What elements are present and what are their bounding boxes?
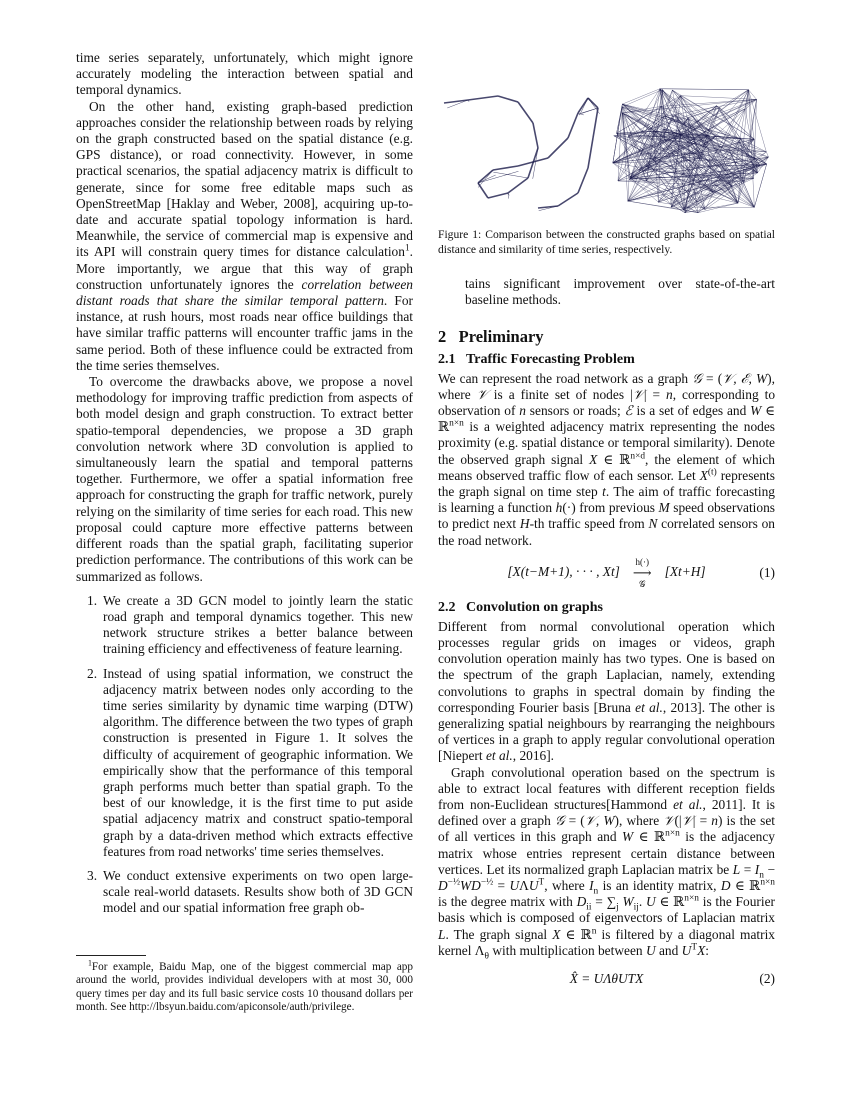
superscript: (t) xyxy=(707,467,717,478)
section-number: 2 xyxy=(438,326,447,346)
italic-text: 𝒱, ℰ, W xyxy=(722,370,768,386)
subsection-title: Traffic Forecasting Problem xyxy=(466,351,635,367)
subsection-heading-2 xyxy=(438,599,775,617)
text-run: To overcome the drawbacks above, we propose a novel methodology for improving traffic prediction from aspects of both model design and graph construction. To extract better spatio-temporal dependencies, we propose a 3D graph convolution network where 3D convolution is applied to simultaneously learn the spatial and temporal patterns together. Furthermore, we offer a spatial information free approach for constructing the graph for traffic network, purely relying on the similarity of time series for each road. This new proposal could capture more effective patterns between different roads than the spatial graph, facilitating superior prediction performance. The contributions of this work can be summarized as follows. xyxy=(76,374,413,584)
text-run: , 2013]. The other is generalizing spatial neighbours by rearranging the neighbours of vertices in a graph to apply regular convolutional operation [Niepert xyxy=(438,699,775,764)
italic-text: et al. xyxy=(485,748,513,764)
text-run: ∈ ℝ xyxy=(655,894,685,910)
superscript: −½ xyxy=(447,877,460,888)
subsection-number: 2.1 xyxy=(438,351,456,367)
text-run: is the Fourier basis which is composed of eigenvectors of Laplacian matrix xyxy=(438,894,775,926)
text-run: We create a 3D GCN model to jointly learn the static road graph and temporal dynamics together. This new network structure strikes a better balance between training efficiency and effectiveness of feature learning. xyxy=(103,592,413,657)
text-run: is a finite set of nodes | xyxy=(487,386,633,402)
text-run: is filtered by a diagonal matrix kernel Λ xyxy=(438,926,775,958)
italic-text: D xyxy=(438,878,448,894)
italic-text: X xyxy=(589,451,598,467)
text-run: is the degree matrix with xyxy=(438,894,577,910)
footnote xyxy=(76,957,413,1015)
superscript: n×n xyxy=(684,893,699,904)
italic-text: 𝒱 xyxy=(663,813,675,829)
list-item xyxy=(76,868,413,917)
italic-text: U xyxy=(509,878,520,894)
similarity-graph-edge xyxy=(617,131,654,133)
list-number: 1. xyxy=(87,592,98,608)
italic-text: W xyxy=(750,403,762,418)
text-run: (·) from previous xyxy=(562,500,659,516)
paragraph xyxy=(76,99,413,374)
text-run: On the other hand, existing graph-based prediction approaches consider the relationship between roads by relying on the graph constructed based on the spatial distance (e.g. GPS distance), or road connectivity. However, in some practical scenarios, the spatial adjacency matrix is difficult to generate, since for some free editable maps such as OpenStreetMap [Haklay and Weber, 2008], acquiring up-to-date and accurate spatial topology information is hard. Meanwhile, the service of commercial map is expensive and its API will constrain query times for distance calculation xyxy=(76,98,413,260)
sub2-paragraphs xyxy=(438,618,776,962)
text-run: We conduct extensive experiments on two open large-scale real-world datasets. Results show both of 3D GCN model and our spatial information free graph ob- xyxy=(103,867,413,916)
text-run: is an identity matrix, xyxy=(598,878,721,894)
section-title: Preliminary xyxy=(458,326,544,346)
spatial-graph-edge xyxy=(493,166,518,170)
text-run: − xyxy=(763,861,776,877)
text-run: and xyxy=(655,942,682,958)
spatial-graph-edge xyxy=(478,183,488,198)
text-run: , where xyxy=(544,878,590,894)
spatial-graph-edge xyxy=(558,193,578,206)
text-run: ), where xyxy=(438,370,775,402)
eq1-rhs: [Xt+H] xyxy=(664,563,706,579)
text-run: , 2011]. It is defined over a graph xyxy=(438,797,776,829)
text-run: with multiplication between xyxy=(489,942,646,958)
eq1-arrow-top: h(·) xyxy=(635,556,649,567)
text-run: correlated sensors on the road network. xyxy=(438,516,775,548)
similarity-graph-edge xyxy=(622,89,660,104)
spatial-graph-edge xyxy=(533,123,538,148)
superscript: T xyxy=(538,877,545,888)
italic-text: X xyxy=(699,467,708,483)
text-run: . For instance, at rush hours, most roads near office buildings that have similar traffic patterns will encounter traffic jams in the same period. Both of these influence could be extracted from the time series themselves. xyxy=(76,293,413,373)
italic-text: U xyxy=(645,942,656,958)
spatial-graph-edge xyxy=(578,168,588,193)
text-run: , the element of which means observed traffic flow of each sensor. Let xyxy=(438,451,775,483)
text-run: time series separately, unfortunately, which might ignore accurately modeling the interaction between spatial and temporal dynamics. xyxy=(76,50,413,98)
text-run: sensors or roads; xyxy=(525,403,625,418)
spatial-graph-edge xyxy=(568,113,578,138)
eq2-formula: X̂ = UΛθUTX xyxy=(569,971,644,987)
similarity-graph-edge xyxy=(628,179,629,201)
text-run: ∈ ℝ xyxy=(597,451,631,467)
similarity-graph-edge xyxy=(622,90,663,107)
text-run: = xyxy=(493,878,510,894)
subsection-heading xyxy=(438,351,775,369)
italic-text: M xyxy=(658,500,670,516)
italic-text: n xyxy=(711,813,718,829)
subscript: ij xyxy=(633,902,639,913)
eq1-arrow-bottom: 𝒢 xyxy=(639,578,646,589)
list-item xyxy=(76,666,413,860)
spatial-graph-edge xyxy=(518,102,533,123)
italic-text: U xyxy=(528,878,539,894)
paragraph xyxy=(76,374,413,585)
italic-text: ℰ xyxy=(624,403,633,418)
text-run: represents the graph signal on time step xyxy=(438,467,775,500)
spatial-graph-edge xyxy=(578,113,584,115)
text-run: . More importantly, we argue that this way of graph construction unfortunately ignores the xyxy=(76,244,413,292)
similarity-graph-edge xyxy=(658,202,670,204)
text-run: . xyxy=(638,894,647,910)
similarity-graph-edge xyxy=(622,107,630,179)
spatial-graph-edge xyxy=(508,178,528,193)
superscript: T xyxy=(691,942,698,953)
italic-text: h xyxy=(555,500,563,516)
text-run: Graph convolutional operation based on the spectrum is able to extract local features with different reception fields from non-Euclidean structures[Hammond xyxy=(438,764,775,813)
superscript: n×d xyxy=(630,451,646,462)
text-run: speed observations to predict next xyxy=(438,500,775,532)
paragraph xyxy=(438,371,775,549)
text-run: . The graph signal xyxy=(445,926,553,942)
italic-text: W xyxy=(622,894,634,910)
right-column xyxy=(438,78,775,987)
italic-text: n xyxy=(666,386,673,402)
italic-text: X xyxy=(552,926,561,942)
text-run: We can represent the road network as a graph xyxy=(438,370,693,386)
similarity-graph-edge xyxy=(660,89,748,90)
right-arrow-icon: ⟶ xyxy=(632,564,652,580)
italic-text: 𝒢 xyxy=(554,813,565,829)
italic-text: 𝒱, W xyxy=(584,813,615,829)
italic-text: 𝒱 xyxy=(476,386,488,402)
spatial-graph-edge xyxy=(488,193,508,198)
italic-text: I xyxy=(589,878,594,894)
similarity-graph-edge xyxy=(622,113,629,179)
subscript: n xyxy=(759,870,764,881)
list-item xyxy=(76,593,413,658)
spatial-graph-edge xyxy=(538,206,558,208)
italic-text: t xyxy=(602,484,606,500)
superscript: n×n xyxy=(665,829,680,839)
text-run: -th traffic speed from xyxy=(529,516,649,532)
spatial-graph-edge xyxy=(478,170,493,188)
text-run: ∈ ℝ xyxy=(633,829,666,845)
text-run: . The aim of traffic forecasting is learning a function xyxy=(438,484,775,516)
similarity-graph-edge xyxy=(745,90,748,109)
equation-1 xyxy=(438,557,775,589)
contributions-list xyxy=(76,593,413,925)
list-number: 2. xyxy=(87,665,98,681)
italic-text: correlation between distant roads that share the similar temporal pattern xyxy=(76,276,413,309)
text-run: , 2016]. xyxy=(512,748,555,764)
similarity-graph-edge xyxy=(672,90,680,134)
italic-text: U xyxy=(681,942,692,958)
text-run: (| xyxy=(674,813,682,829)
spatial-graph-edge xyxy=(578,98,588,113)
figure-1 xyxy=(438,78,775,220)
similarity-graph-edge xyxy=(622,104,674,151)
left-column xyxy=(76,50,413,1015)
spatial-graph-edge xyxy=(588,138,593,168)
text-run: is a weighted adjacency matrix representing the nodes proximity (e.g. spatial distance or temporal similarity). Denote the observed graph signal xyxy=(438,419,775,467)
subsection-number: 2.2 xyxy=(438,599,456,615)
superscript: −½ xyxy=(480,877,494,888)
italic-text: N xyxy=(648,516,658,532)
text-run: Instead of using spatial information, we construct the adjacency matrix between nodes only according to the time series similarity by dynamic time warping (DTW) algorithm. The difference between the two types of graph construction is presented in Figure 1. It solves the difficulty of acquirement of geographic information. We empirically show that the performance of this temporal graph performs much better than spatial graph. To the best of our knowledge, it is the first time to put aside spatial adjacency matrix and construct spatio-temporal graph by a data-driven method which extracts effective features from road networks' time series themselves. xyxy=(103,665,413,859)
italic-text: 𝒱 xyxy=(681,813,693,829)
italic-text: U xyxy=(646,894,656,910)
superscript: n×n xyxy=(449,418,464,429)
italic-text: H xyxy=(519,516,530,532)
superscript: 1 xyxy=(88,957,92,967)
text-run: | = xyxy=(692,813,712,829)
italic-text: WD xyxy=(460,878,481,894)
italic-text: W xyxy=(622,829,634,845)
paragraph xyxy=(76,50,413,99)
text-run: Different from normal convolutional operation which processes regular grids on images or videos, graph convolution operation mainly has two types. One is based on the spectrum of the graph Laplacian, namely, extending convolutions to graphs in spectral domain by finding the corresponding Fourier basis [Bruna xyxy=(438,618,775,715)
italic-text: I xyxy=(754,861,760,877)
italic-text: n xyxy=(519,403,526,418)
text-run: | = xyxy=(643,386,667,402)
section-heading xyxy=(438,327,775,347)
superscript: 1 xyxy=(404,243,410,254)
italic-text: L xyxy=(438,926,446,942)
subscript: n xyxy=(593,886,599,897)
superscript: n xyxy=(591,926,597,937)
italic-text: X xyxy=(697,942,706,958)
paragraph xyxy=(438,764,776,962)
italic-text: L xyxy=(732,861,741,877)
spatial-graph-edge xyxy=(468,96,498,100)
italic-text: D xyxy=(720,878,731,894)
similarity-graph-edge xyxy=(628,201,684,210)
eq1-number: (1) xyxy=(759,564,775,580)
similarity-graph-edge xyxy=(697,90,749,122)
equation-2 xyxy=(438,971,775,987)
text-run: ∈ ℝ xyxy=(730,878,761,894)
subsection-title: Convolution on graphs xyxy=(466,599,603,615)
text-run: = ( xyxy=(564,813,585,829)
spatial-graph-edge xyxy=(498,96,518,102)
list-number: 3. xyxy=(87,867,98,883)
list-continuation: tains significant improvement over state-of-the-art baseline methods. xyxy=(465,276,775,308)
spatial-graph-edge xyxy=(548,138,568,158)
text-run: For example, Baidu Map, one of the biggest commercial map app around the world, provides individual developers with at most 30, 000 query times per day and its full basic service costs 10 thousand dollars per month. See http://lbsyun.baidu.com/apiconsole/auth/privilege. xyxy=(76,960,413,1014)
text-run: ∈ ℝ xyxy=(560,926,592,942)
text-run: = xyxy=(740,861,755,877)
text-run: is a set of edges and xyxy=(632,403,751,418)
subscript: j xyxy=(616,902,619,913)
left-paragraphs xyxy=(76,50,413,585)
sub1-paragraph xyxy=(438,371,775,549)
text-run: is the adjacency matrix whose entries represent certain distance between vertices. Let its normalized graph Laplacian matrix be xyxy=(438,829,775,877)
similarity-graph-edge xyxy=(717,106,754,139)
text-run: = ( xyxy=(701,370,723,386)
text-run: , corresponding to observation of xyxy=(438,386,776,418)
figure-caption: Figure 1: Comparison between the constructed graphs based on spatial distance and similarity of time series, respectively. xyxy=(438,228,775,256)
footnote-block xyxy=(76,945,413,1015)
paragraph xyxy=(438,619,775,765)
subscript: ii xyxy=(586,902,592,913)
eq2-number: (2) xyxy=(759,971,775,987)
subscript: θ xyxy=(484,951,490,962)
text-run: ∈ ℝ xyxy=(438,403,775,435)
text-run: = ∑ xyxy=(591,894,617,910)
italic-text: et al. xyxy=(673,797,703,813)
text-run: ) is the set of all vertices in this graph and xyxy=(438,813,775,845)
graph-comparison-image xyxy=(438,78,775,220)
italic-text: 𝒱 xyxy=(632,386,644,402)
eq1-lhs: [X(t−M+1), · · · , Xt] xyxy=(507,563,620,579)
italic-text: 𝒢 xyxy=(692,370,702,386)
spatial-graph-edge xyxy=(593,108,598,138)
text-run: Λ xyxy=(519,878,529,894)
superscript: n×n xyxy=(760,877,775,888)
spatial-graph-edge xyxy=(588,98,598,108)
italic-text: et al. xyxy=(635,699,663,715)
eq1-arrow xyxy=(623,557,661,589)
text-run: ), where xyxy=(614,813,664,829)
spatial-graph-edge xyxy=(581,108,598,113)
text-run: : xyxy=(705,942,709,958)
footnote-rule xyxy=(76,955,146,956)
italic-text: D xyxy=(576,894,587,910)
